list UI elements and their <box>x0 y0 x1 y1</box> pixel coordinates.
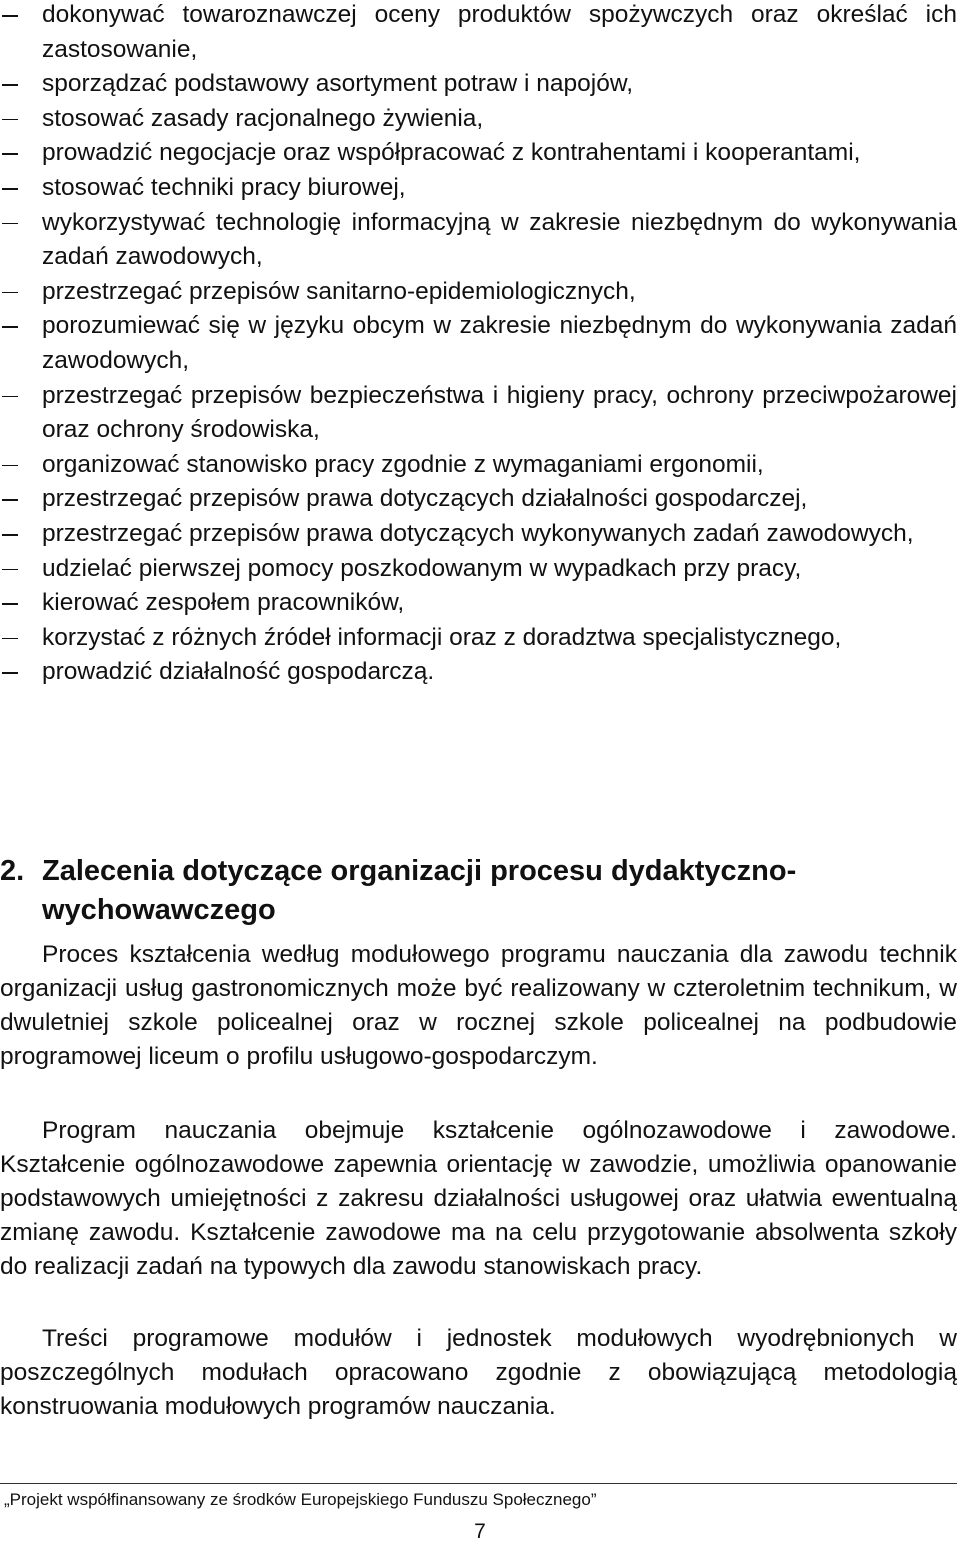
list-item: stosować zasady racjonalnego żywienia, <box>0 102 957 137</box>
list-item: udzielać pierwszej pomocy poszkodowanym w wypadkach przy pracy, <box>0 552 957 587</box>
dash-bullet-icon <box>2 638 18 640</box>
dash-bullet-icon <box>2 15 18 17</box>
paragraph: Proces kształcenia według modułowego programu nauczania dla zawodu technik organizacji usług gastronomicznych może być realizowany w czteroletnim technikum, w dwuletniej szkole policealnej oraz w rocznej szkole policealnej na podbudowie programowej liceum o profilu usługowo-gospodarczym. <box>0 941 957 1070</box>
paragraph: Treści programowe modułów i jednostek modułowych wyodrębnionych w poszczególnych modułach opracowano zgodnie z obowiązującą metodologią konstruowania modułowych programów nauczania. <box>0 1325 957 1420</box>
list-item: przestrzegać przepisów sanitarno-epidemiologicznych, <box>0 275 957 310</box>
skills-list <box>0 0 957 690</box>
dash-bullet-icon <box>2 292 18 294</box>
section-title-line1: Zalecenia dotyczące organizacji procesu dydaktyczno- <box>42 855 797 887</box>
dash-bullet-icon <box>2 119 18 121</box>
dash-bullet-icon <box>2 603 18 605</box>
list-item: kierować zespołem pracowników, <box>0 586 957 621</box>
dash-bullet-icon <box>2 188 18 190</box>
footer-text: „Projekt współfinansowany ze środków Europejskiego Funduszu Społecznego” <box>4 1490 597 1509</box>
list-item: porozumiewać się w języku obcym w zakresie niezbędnym do wykonywania zadań zawodowych, <box>0 309 957 378</box>
dash-bullet-icon <box>2 223 18 225</box>
list-item: przestrzegać przepisów bezpieczeństwa i higieny pracy, ochrony przeciwpożarowej oraz ochrony środowiska, <box>0 379 957 448</box>
dash-bullet-icon <box>2 396 18 398</box>
list-item: przestrzegać przepisów prawa dotyczących wykonywanych zadań zawodowych, <box>0 517 957 552</box>
footer-divider <box>0 1483 957 1484</box>
paragraph: Program nauczania obejmuje kształcenie ogólnozawodowe i zawodowe. Kształcenie ogólnozawodowe zapewnia orientację w zawodzie, umożliwia opanowanie podstawowych umiejętności z zakresu działalności usługowej oraz ułatwia ewentualną zmianę zawodu. Kształcenie zawodowe ma na celu przygotowanie absolwenta szkoły do realizacji zadań na typowych dla zawodu stanowiskach pracy. <box>0 1117 957 1280</box>
dash-bullet-icon <box>2 534 18 536</box>
dash-bullet-icon <box>2 84 18 86</box>
dash-bullet-icon <box>2 672 18 674</box>
dash-bullet-icon <box>2 153 18 155</box>
dash-bullet-icon <box>2 569 18 571</box>
dash-bullet-icon <box>2 499 18 501</box>
list-item: prowadzić działalność gospodarczą. <box>0 655 957 690</box>
dash-bullet-icon <box>2 465 18 467</box>
list-item: prowadzić negocjacje oraz współpracować z kontrahentami i kooperantami, <box>0 136 957 171</box>
list-item: stosować techniki pracy biurowej, <box>0 171 957 206</box>
list-item: przestrzegać przepisów prawa dotyczących działalności gospodarczej, <box>0 482 957 517</box>
dash-bullet-icon <box>2 326 18 328</box>
list-item: korzystać z różnych źródeł informacji oraz z doradztwa specjalistycznego, <box>0 621 957 656</box>
list-item: wykorzystywać technologię informacyjną w zakresie niezbędnym do wykonywania zadań zawodowych, <box>0 206 957 275</box>
page-number: 7 <box>474 1520 486 1543</box>
list-item: organizować stanowisko pracy zgodnie z wymaganiami ergonomii, <box>0 448 957 483</box>
list-item: sporządzać podstawowy asortyment potraw i napojów, <box>0 67 957 102</box>
section-title-line2: wychowawczego <box>42 894 276 926</box>
list-item: dokonywać towaroznawczej oceny produktów spożywczych oraz określać ich zastosowanie, <box>0 0 957 67</box>
section-number: 2. <box>0 855 25 887</box>
section-heading <box>0 852 957 930</box>
